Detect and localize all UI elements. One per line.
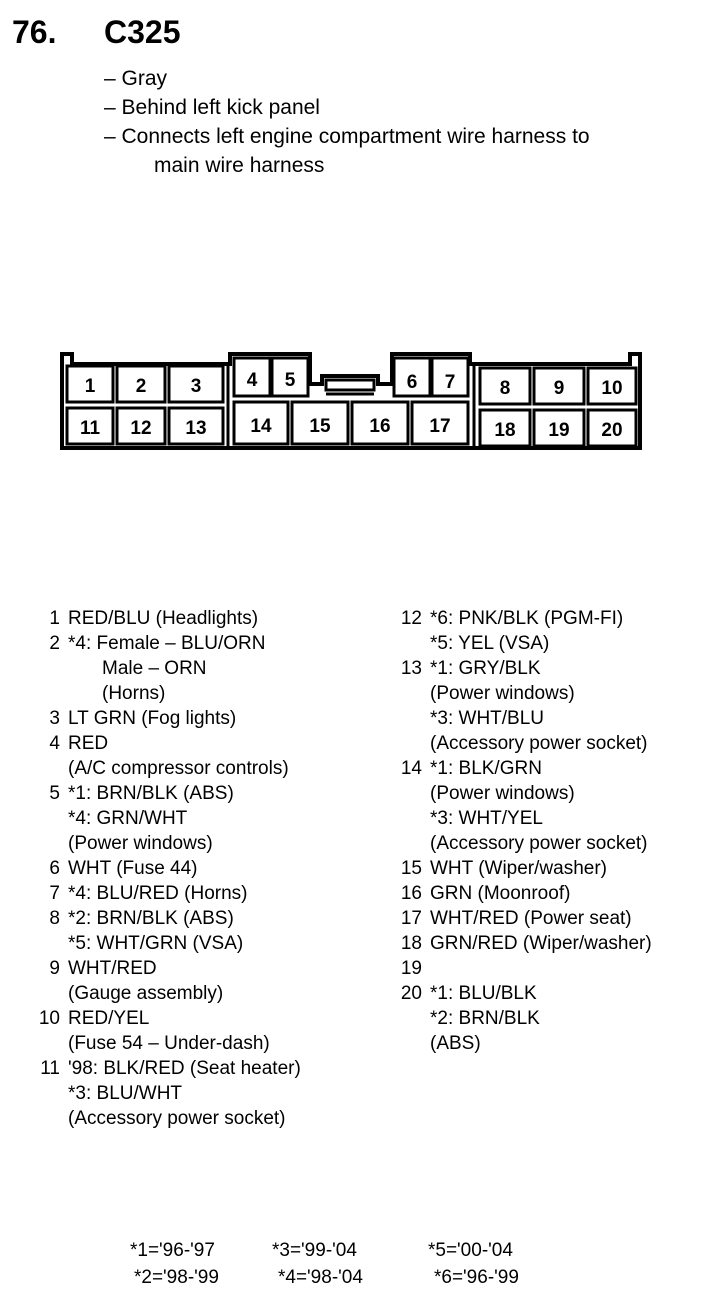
pin-label: 11 <box>79 418 101 439</box>
legend-line: (Power windows) <box>430 683 575 704</box>
legend-entry-20: 20 *1: BLU/BLK <box>400 983 537 1004</box>
legend-line: *2: BRN/BLK <box>430 1008 540 1029</box>
pin-label: 15 <box>309 416 331 437</box>
legend-line: *3: WHT/YEL <box>430 808 543 829</box>
legend-line: (Power windows) <box>68 833 213 854</box>
pin-label: 5 <box>284 370 296 391</box>
pin-label: 18 <box>494 420 516 441</box>
pin-label: 10 <box>601 378 623 399</box>
legend-entry-11: 11 '98: BLK/RED (Seat heater) <box>40 1058 301 1079</box>
pin-label: 2 <box>135 376 147 397</box>
legend-line: *4: GRN/WHT <box>68 808 188 829</box>
footnote-4: *4='98-'04 <box>278 1267 363 1288</box>
legend-entry-8: 8 *2: BRN/BLK (ABS) <box>49 908 234 929</box>
legend-line: *5: WHT/GRN (VSA) <box>68 933 244 954</box>
legend-line: (Accessory power socket) <box>430 733 648 754</box>
pin-label: 8 <box>499 378 511 399</box>
pin-label: 6 <box>406 372 418 393</box>
lock-tab <box>326 380 374 390</box>
legend-entry-17: 17 WHT/RED (Power seat) <box>400 908 632 929</box>
pin-label: 16 <box>369 416 391 437</box>
connector-function: – Connects left engine compartment wire harness to <box>104 125 590 148</box>
legend-entry-7: 7 *4: BLU/RED (Horns) <box>49 883 248 904</box>
pin-label: 14 <box>250 416 272 437</box>
pin-legend-right <box>392 606 652 1056</box>
legend-entry-10: 10 RED/YEL <box>38 1008 150 1029</box>
legend-line: (Gauge assembly) <box>68 983 224 1004</box>
legend-entry-3: 3 LT GRN (Fog lights) <box>49 708 237 729</box>
pin-label: 4 <box>246 370 258 391</box>
legend-entry-19: 19 <box>400 958 422 979</box>
pin-label: 13 <box>185 418 207 439</box>
legend-line: Male – ORN <box>102 658 207 679</box>
legend-line: (Horns) <box>102 683 166 704</box>
legend-entry-9: 9 WHT/RED <box>49 958 157 979</box>
legend-line: (Accessory power socket) <box>430 833 648 854</box>
legend-entry-5: 5 *1: BRN/BLK (ABS) <box>49 783 234 804</box>
pin-label: 19 <box>548 420 570 441</box>
legend-line: *3: WHT/BLU <box>430 708 545 729</box>
legend-entry-6: 6 WHT (Fuse 44) <box>49 858 198 879</box>
section-number: 76. <box>12 14 57 50</box>
footnote-1: *1='96-'97 <box>130 1240 215 1261</box>
legend-entry-2: 2 *4: Female – BLU/ORN <box>49 633 266 654</box>
legend-entry-15: 15 WHT (Wiper/washer) <box>400 858 607 879</box>
legend-entry-13: 13 *1: GRY/BLK <box>400 658 541 679</box>
legend-line: (ABS) <box>430 1033 481 1054</box>
legend-line: (Fuse 54 – Under-dash) <box>68 1033 270 1054</box>
legend-line: *5: YEL (VSA) <box>430 633 550 654</box>
pin-label: 1 <box>84 376 96 397</box>
legend-entry-1: 1 RED/BLU (Headlights) <box>49 608 259 629</box>
pin-label: 3 <box>190 376 202 397</box>
connector-color: – Gray <box>104 67 168 90</box>
connector-face-diagram <box>0 340 704 460</box>
pin-label: 12 <box>130 418 152 439</box>
legend-entry-12: 12 *6: PNK/BLK (PGM-FI) <box>400 608 624 629</box>
pin-label: 9 <box>553 378 565 399</box>
legend-entry-16: 16 GRN (Moonroof) <box>400 883 571 904</box>
footnote-3: *3='99-'04 <box>272 1240 357 1261</box>
pin-label: 17 <box>429 416 451 437</box>
legend-line: *3: BLU/WHT <box>68 1083 183 1104</box>
legend-entry-18: 18 GRN/RED (Wiper/washer) <box>400 933 652 954</box>
legend-entry-4: 4 RED <box>49 733 109 754</box>
legend-line: (A/C compressor controls) <box>68 758 289 779</box>
footnote-2: *2='98-'99 <box>134 1267 219 1288</box>
footnote-6: *6='96-'99 <box>434 1267 519 1288</box>
connector-description <box>104 64 590 180</box>
connector-location: – Behind left kick panel <box>104 96 320 119</box>
legend-line: (Accessory power socket) <box>68 1108 286 1129</box>
pin-label: 20 <box>601 420 623 441</box>
legend-entry-14: 14 *1: BLK/GRN <box>400 758 542 779</box>
footnote-5: *5='00-'04 <box>428 1240 513 1261</box>
connector-id: C325 <box>104 14 181 50</box>
pin-label: 7 <box>444 372 456 393</box>
pin-legend-left <box>30 606 301 1131</box>
connector-function-cont: main wire harness <box>154 154 325 177</box>
legend-line: (Power windows) <box>430 783 575 804</box>
